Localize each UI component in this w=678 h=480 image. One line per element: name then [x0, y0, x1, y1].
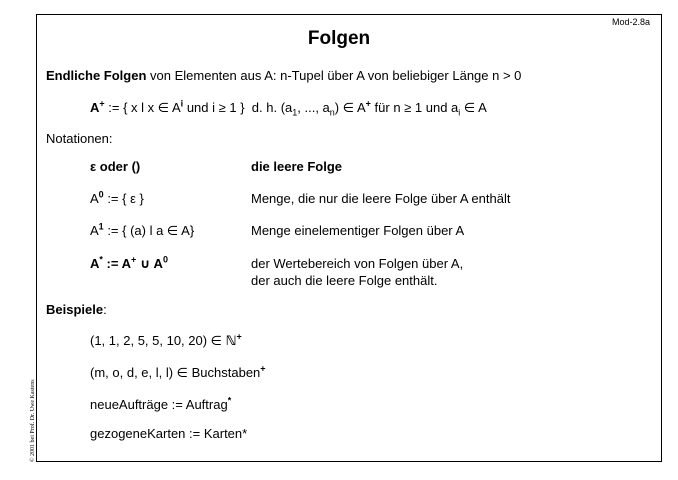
def-end: ∈ A	[463, 100, 487, 115]
notation-a0-lhs	[90, 191, 144, 206]
example-sup: +	[236, 331, 242, 342]
def-rest: ) ∈ A	[334, 100, 366, 115]
example-line	[90, 333, 242, 349]
naturals-symbol: ℕ	[225, 333, 237, 348]
def-mid: := { x l x ∈ A	[108, 100, 181, 115]
astar-end-sup: 0	[162, 254, 168, 265]
page-title: Folgen	[307, 28, 371, 49]
notation-a0-rhs: Menge, die nur die leere Folge über A enthält	[251, 191, 511, 206]
astar-union: ∪ A	[136, 256, 163, 271]
def-lhs-sup: +	[99, 98, 105, 109]
example-line	[90, 426, 247, 441]
notation-astar-lhs	[90, 256, 168, 272]
astar-mid: := A	[106, 256, 131, 271]
def-dots: , ..., a	[297, 100, 330, 115]
example-text: neueAufträge := Auftrag	[90, 397, 228, 412]
def-cond: und i ≥ 1 }	[186, 100, 245, 115]
a1-base: A	[90, 223, 99, 238]
a1-rest: := { (a) l a ∈ A}	[107, 223, 195, 238]
def-subn: n	[329, 107, 335, 118]
def-sup-i: i	[180, 98, 184, 109]
notation-astar-rhs-1: der Wertebereich von Folgen über A,	[251, 256, 464, 271]
notation-astar-rhs-2: der auch die leere Folge enthält.	[251, 273, 438, 288]
intro-term: Endliche Folgen	[46, 68, 147, 83]
definition-line	[90, 100, 487, 116]
example-line	[90, 365, 266, 381]
def-lhs: A	[90, 100, 100, 115]
example-line	[90, 397, 231, 412]
astar-mid-sup: +	[130, 254, 137, 265]
notation-a1-lhs	[90, 223, 194, 239]
example-text: (1, 1, 2, 5, 5, 10, 20) ∈	[90, 333, 226, 348]
intro-text: von Elementen aus A: n-Tupel über A von beliebiger Länge n > 0	[150, 68, 522, 83]
a1-sup: 1	[98, 221, 104, 232]
example-sup: +	[260, 363, 266, 374]
def-subi: i	[458, 107, 461, 118]
notation-a1-rhs: Menge einelementiger Folgen über A	[251, 223, 465, 238]
example-text: gezogeneKarten := Karten*	[90, 426, 248, 441]
example-sup: *	[227, 395, 232, 406]
notationen-label: Notationen:	[46, 131, 113, 146]
a0-base: A	[90, 191, 99, 206]
a0-sup: 0	[98, 189, 104, 200]
astar-sup: *	[99, 254, 103, 265]
slide-id: Mod-2.8a	[611, 17, 650, 27]
example-text: (m, o, d, e, l, l) ∈ Buchstaben	[90, 365, 261, 380]
notation-empty-lhs: ε oder ()	[90, 159, 141, 174]
def-rest-sup: +	[365, 98, 371, 109]
notation-empty-rhs: die leere Folge	[251, 159, 343, 174]
beispiele-colon: :	[103, 302, 107, 317]
astar-base: A	[90, 256, 100, 271]
copyright-notice: © 2001 bei Prof. Dr. Uwe Kastens	[30, 379, 36, 462]
intro-line	[46, 68, 521, 83]
beispiele-heading	[46, 302, 107, 317]
def-cond2: für n ≥ 1 und a	[374, 100, 459, 115]
a0-rest: := { ε }	[107, 191, 144, 206]
def-sub1: 1	[292, 107, 298, 118]
beispiele-label: Beispiele	[46, 302, 104, 317]
def-dh: d. h. (a	[251, 100, 293, 115]
